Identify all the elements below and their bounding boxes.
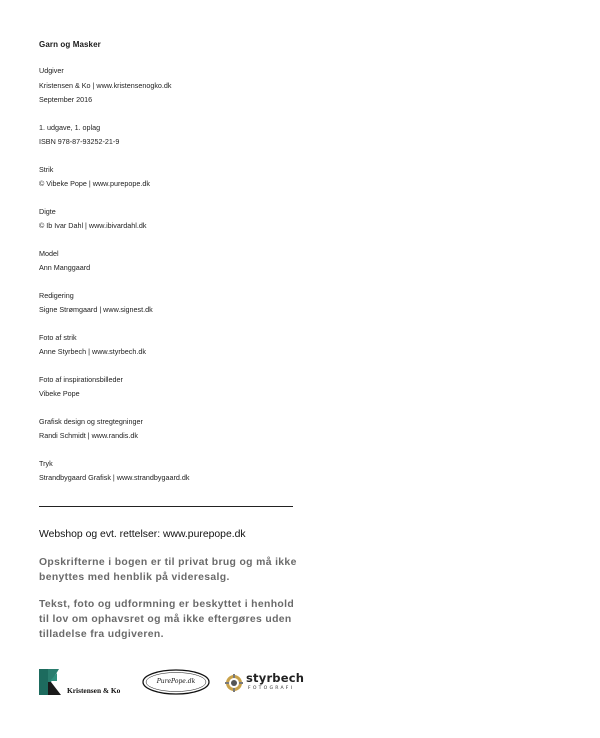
notice-line: Opskrifterne i bogen er til privat brug og må ikke [39,557,297,568]
styrbech-logo-text: styrbech [246,671,305,685]
divider [39,506,293,507]
purepope-logo-text: PurePope.dk [156,678,196,685]
notice-line: Tekst, foto og udformning er beskyttet i henhold [39,599,295,610]
credit-line: Signe Strømgaard | www.signest.dk [39,305,153,314]
credit-label-design: Grafisk design og stregtegninger [39,417,143,426]
kristensen-logo [39,666,131,700]
credit-line: Anne Styrbech | www.styrbech.dk [39,347,146,356]
styrbech-logo [225,671,305,701]
notice-line: benyttes med henblik på videresalg. [39,572,230,583]
credit-line: ISBN 978-87-93252-21-9 [39,137,120,146]
credit-line: © Ib Ivar Dahl | www.ibivardahl.dk [39,221,147,230]
credit-label-inspiration-photo: Foto af inspirationsbilleder [39,375,123,384]
camera-aperture-icon [225,674,243,692]
book-title: Garn og Masker [39,40,101,49]
credit-label-knitting: Strik [39,165,54,174]
styrbech-logo-subtext: FOTOGRAFI [248,686,295,691]
credit-label-edition: 1. udgave, 1. oplag [39,123,101,132]
private-use-notice [39,555,299,585]
credit-label-knit-photo: Foto af strik [39,333,77,342]
credit-label-model: Model [39,249,59,258]
credit-line: Randi Schmidt | www.randis.dk [39,431,138,440]
purepope-logo [141,668,211,701]
credit-line: Kristensen & Ko | www.kristensenogko.dk [39,81,172,90]
credit-label-publisher: Udgiver [39,66,64,75]
logo-row [39,666,305,700]
credit-line: September 2016 [39,95,93,104]
kristensen-k-icon [39,669,65,695]
copyright-notice [39,597,299,642]
credit-label-editing: Redigering [39,291,74,300]
credit-line: © Vibeke Pope | www.purepope.dk [39,179,150,188]
credit-label-print: Tryk [39,459,53,468]
credit-label-poems: Digte [39,207,56,216]
notice-line: til lov om ophavsret og må ikke eftergøres uden [39,614,292,625]
credit-line: Vibeke Pope [39,389,80,398]
notice-line: tilladelse fra udgiveren. [39,629,164,640]
kristensen-logo-text: Kristensen & Ko [67,686,121,695]
credit-line: Strandbygaard Grafisk | www.strandbygaard.dk [39,473,190,482]
webshop-line: Webshop og evt. rettelser: www.purepope.dk [39,529,246,540]
credit-line: Ann Manggaard [39,263,91,272]
